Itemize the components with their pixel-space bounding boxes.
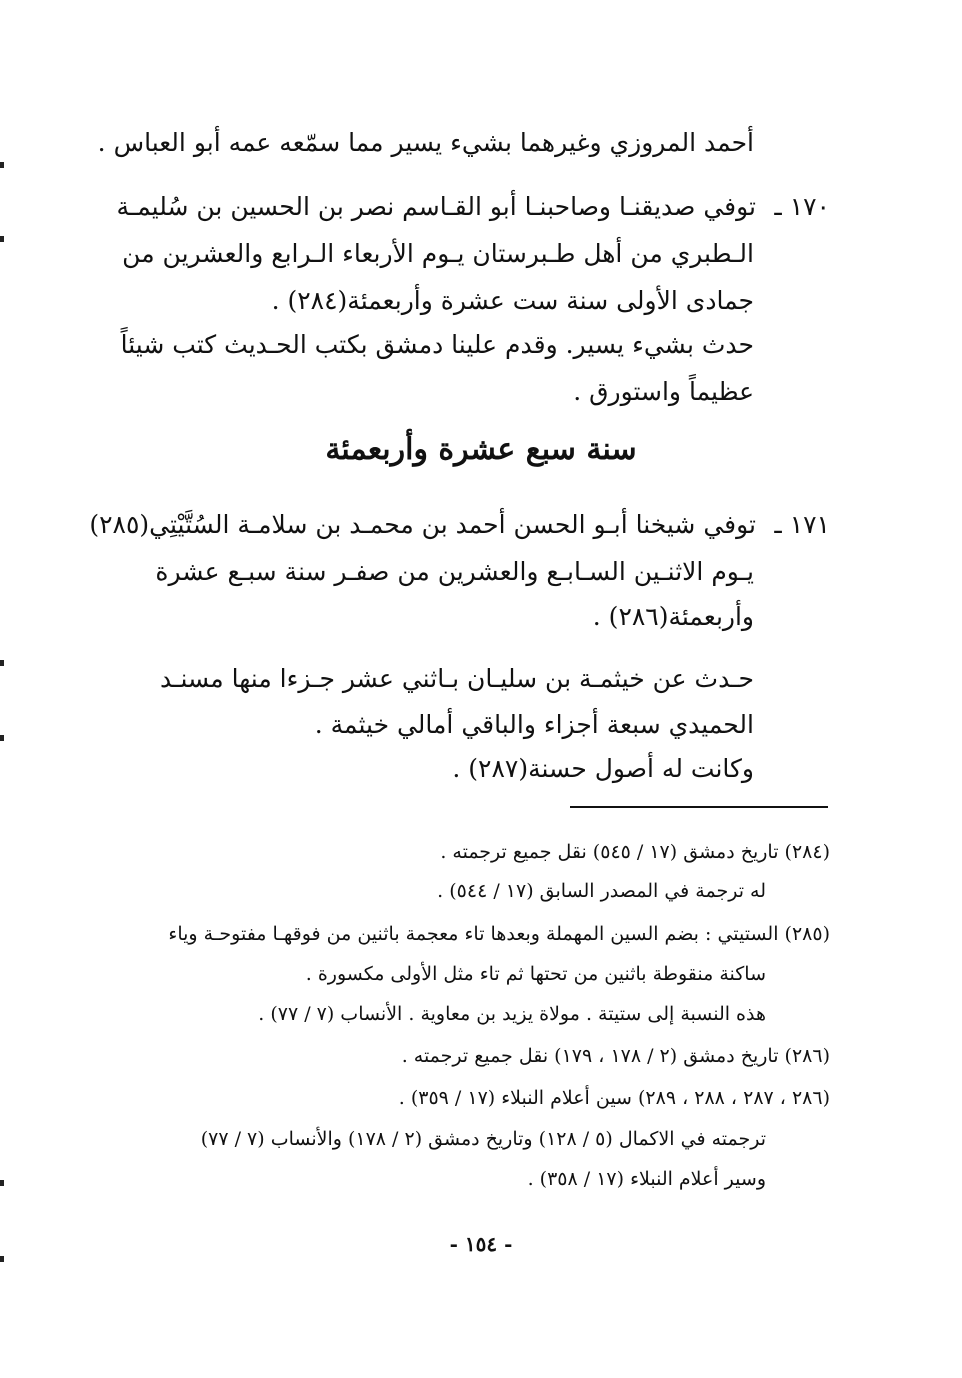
footnote-284: (٢٨٤) تاريخ دمشق (١٧ / ٥٤٥) نقل جميع ترجمته . — [440, 841, 830, 863]
page-number: - ١٥٤ - — [449, 1232, 513, 1256]
intro-line: أحمد المروزي وغيرهما بشيء يسير مما سمّعه عمه أبو العباس . — [97, 128, 754, 157]
footnote-286-289-cont-2: وسير أعلام النبلاء (١٧ / ٣٥٨) . — [527, 1168, 766, 1190]
entry-170-line-1: توفي صديقنـا وصاحبنـا أبو القـاسم نصر بن الحسين بن سُليمـة — [116, 192, 756, 221]
entry-170-line-2: الـطبري من أهل طـبرستان يـوم الأربعاء الـرابع والعشرين من — [122, 239, 754, 268]
margin-mark — [0, 1256, 4, 1262]
entry-171-line-6: وكانت له أصول حسنة(٢٨٧) . — [452, 754, 754, 783]
margin-mark — [0, 660, 4, 666]
entry-number-171: ١٧١ ـ — [774, 510, 830, 539]
entry-171-line-4: حـدث عن خيثمـة بن سليـان بـاثني عشر جـزءا منها مسنـد — [160, 664, 754, 693]
entry-number-170: ١٧٠ ـ — [774, 192, 830, 221]
entry-170-line-4: حدث بشيء يسير. وقدم علينا دمشق بكتب الحـديث كتب شيئاً — [120, 330, 754, 359]
entry-171-line-5: الحميدي سبعة أجزاء والباقي أمالي خيثمة . — [314, 710, 754, 739]
footnote-285-cont-2: هذه النسبة إلى ستيتة . مولاة يزيد بن معاوية . الأنساب (٧ / ٧٧) . — [258, 1003, 766, 1025]
entry-170-line-5: عظيماً واستورق . — [573, 377, 754, 406]
margin-mark — [0, 735, 4, 741]
margin-mark — [0, 162, 4, 168]
margin-mark — [0, 236, 4, 242]
footnote-286: (٢٨٦) تاريخ دمشق (٢ / ١٧٨ ، ١٧٩) نقل جميع ترجمته . — [401, 1045, 830, 1067]
section-heading: سنة سبع عشرة وأربعمئة — [325, 432, 637, 467]
main-text — [89, 0, 830, 800]
footnote-284-cont: له ترجمة في المصدر السابق (١٧ / ٥٤٤) . — [437, 880, 766, 902]
entry-171-line-2: يـوم الاثنـين السـابـع والعشرين من صفـر سنة سبـع عشرة — [155, 557, 754, 586]
entry-171-line-1: توفي شيخنا أبـو الحسن أحمد بن محمـد بن سلامـة السُتَّيْتِي(٢٨٥) — [89, 510, 756, 539]
footnote-286-289-cont-1: ترجمته في الاكمال (٥ / ١٢٨) وتاريخ دمشق (٢ / ١٧٨) والأنساب (٧ / ٧٧) — [200, 1128, 766, 1150]
entry-171-line-3: وأربعمئة(٢٨٦) . — [592, 602, 754, 631]
margin-mark — [0, 1180, 4, 1186]
footnote-divider — [570, 806, 828, 808]
entry-170-line-3: جمادى الأولى سنة ست عشرة وأربعمئة(٢٨٤) . — [271, 286, 754, 315]
footnote-285: (٢٨٥) الستيتي : بضم السين المهملة وبعدها تاء معجمة باثنين من فوقهـا مفتوحـة وياء — [168, 923, 830, 945]
footnote-286-289: (٢٨٦ ، ٢٨٧ ، ٢٨٨ ، ٢٨٩) سين أعلام النبلاء (١٧ / ٣٥٩) . — [398, 1087, 830, 1109]
footnote-285-cont-1: ساكنة منقوطة باثنين من تحتها ثم تاء مثل الأولى مكسورة . — [305, 963, 766, 985]
